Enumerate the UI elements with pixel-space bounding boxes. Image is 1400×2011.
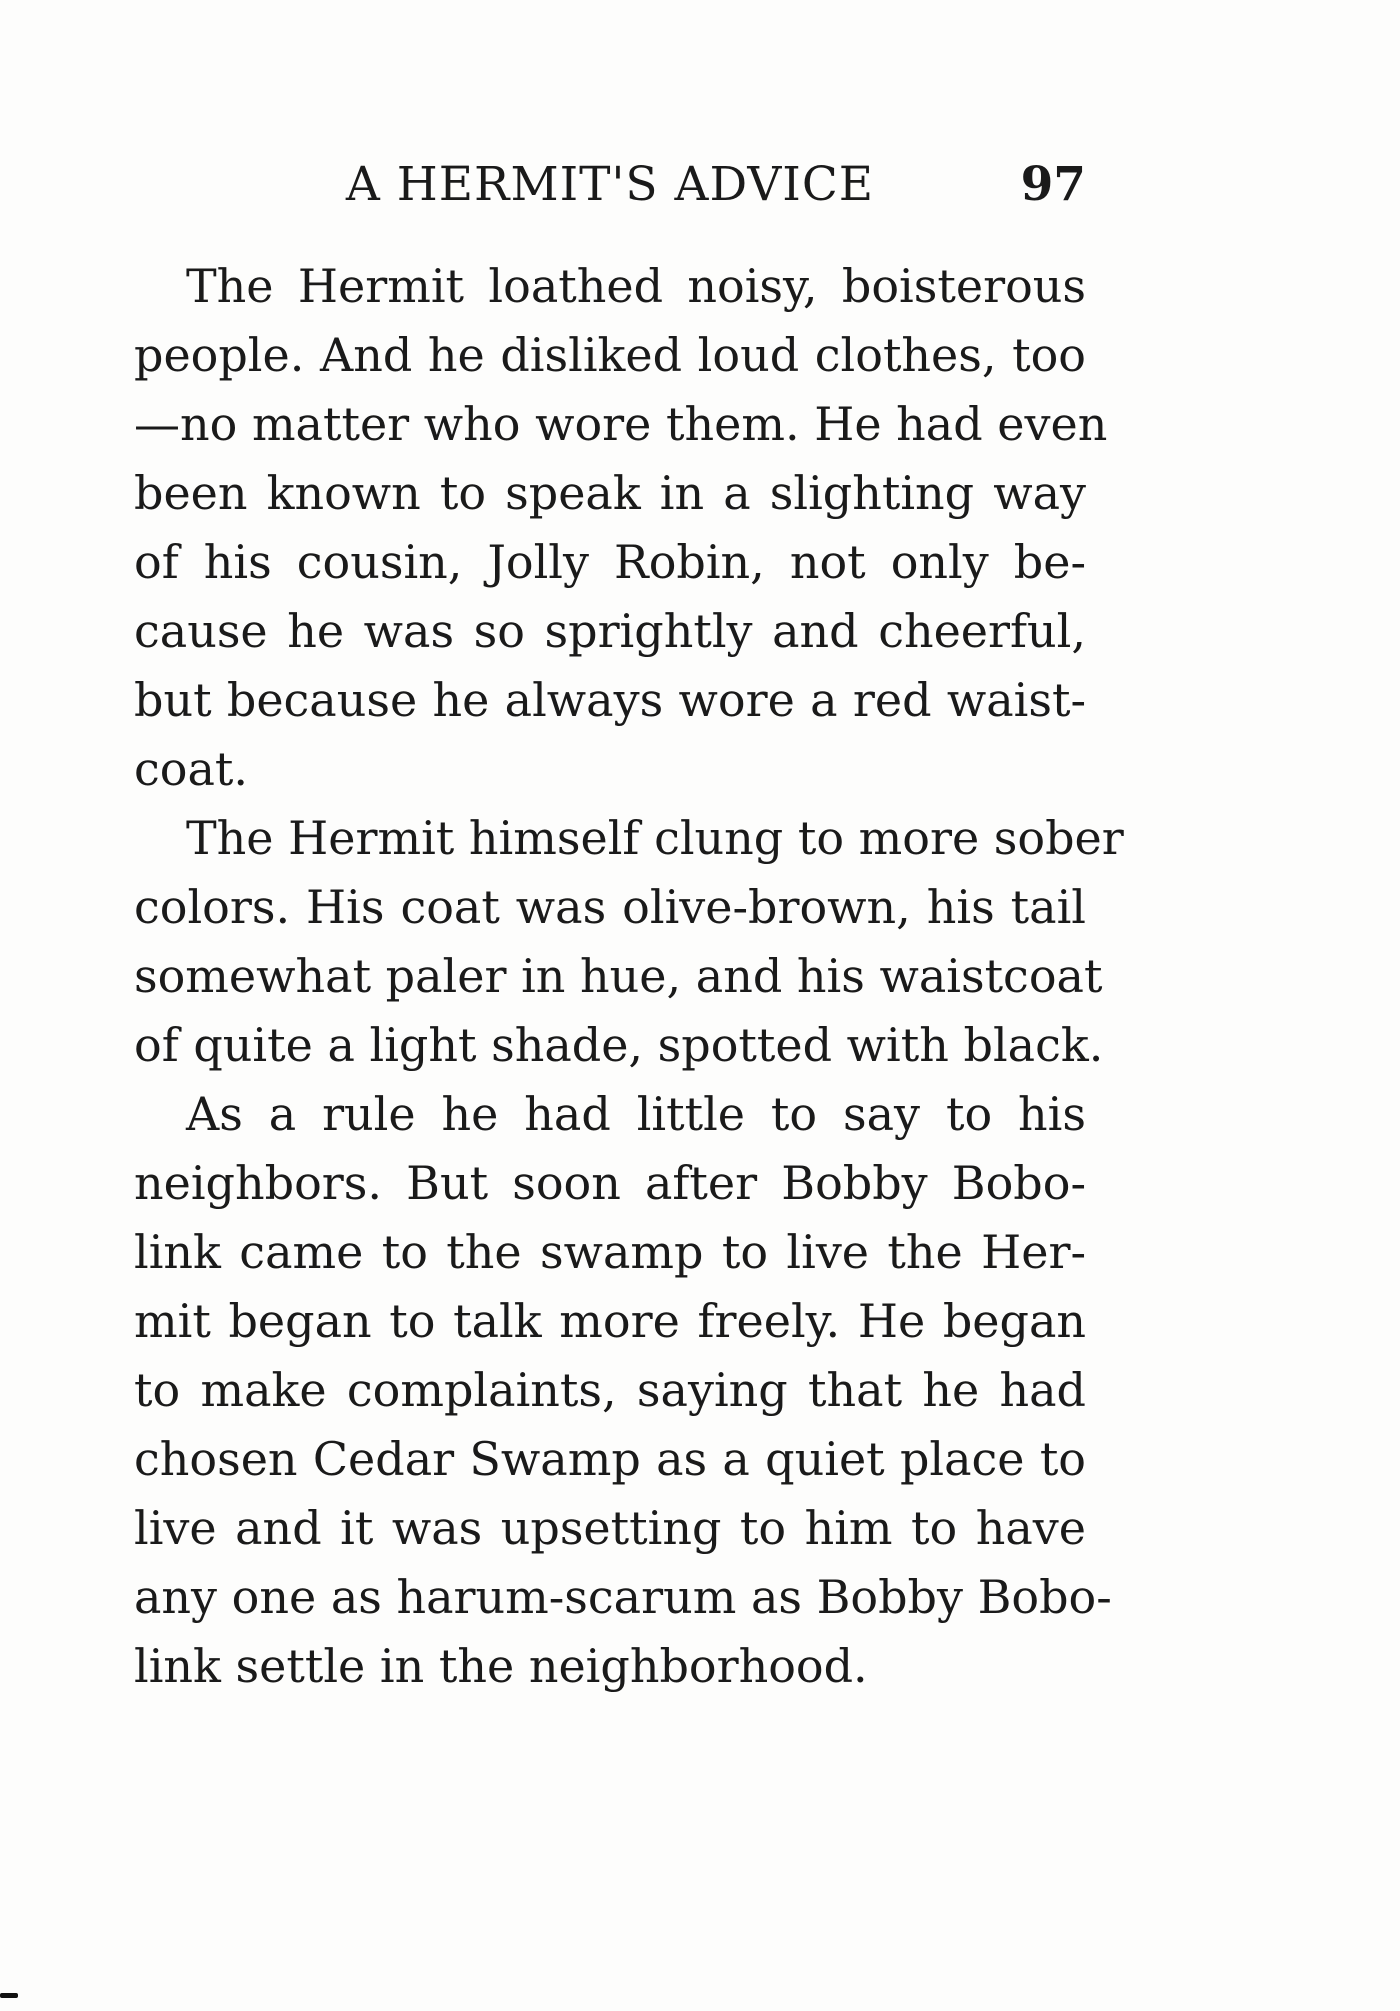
text-line: people. And he disliked loud clothes, too	[134, 328, 1086, 382]
running-head	[134, 150, 1086, 220]
text-line: of his cousin, Jolly Robin, not only be-	[134, 535, 1086, 589]
text-line: The Hermit himself clung to more sober	[186, 811, 1124, 865]
text-line: but because he always wore a red waist-	[134, 673, 1086, 727]
text-line: live and it was upsetting to him to have	[134, 1501, 1086, 1555]
text-line: link settle in the neighborhood.	[134, 1639, 868, 1693]
text-line: any one as harum-scarum as Bobby Bobo-	[134, 1570, 1112, 1624]
text-line: cause he was so sprightly and cheerful,	[134, 604, 1086, 658]
page-number: 97	[1020, 157, 1086, 212]
text-line: of quite a light shade, spotted with black.	[134, 1018, 1104, 1072]
text-line: The Hermit loathed noisy, boisterous	[186, 259, 1086, 313]
text-line: been known to speak in a slighting way	[134, 466, 1086, 520]
text-line: chosen Cedar Swamp as a quiet place to	[134, 1432, 1086, 1486]
text-line: link came to the swamp to live the Her-	[134, 1225, 1086, 1279]
text-line: to make complaints, saying that he had	[134, 1363, 1086, 1417]
running-title: A HERMIT'S ADVICE	[345, 157, 875, 212]
text-line: As a rule he had little to say to his	[186, 1087, 1086, 1141]
text-line: —no matter who wore them. He had even	[134, 397, 1108, 451]
body-text	[134, 252, 1124, 1701]
ink-speck	[0, 1993, 18, 1998]
text-line: neighbors. But soon after Bobby Bobo-	[134, 1156, 1086, 1210]
text-line: colors. His coat was olive-brown, his tail	[134, 880, 1086, 934]
text-line: coat.	[134, 742, 248, 796]
text-line: somewhat paler in hue, and his waistcoat	[134, 949, 1103, 1003]
text-line: mit began to talk more freely. He began	[134, 1294, 1086, 1348]
